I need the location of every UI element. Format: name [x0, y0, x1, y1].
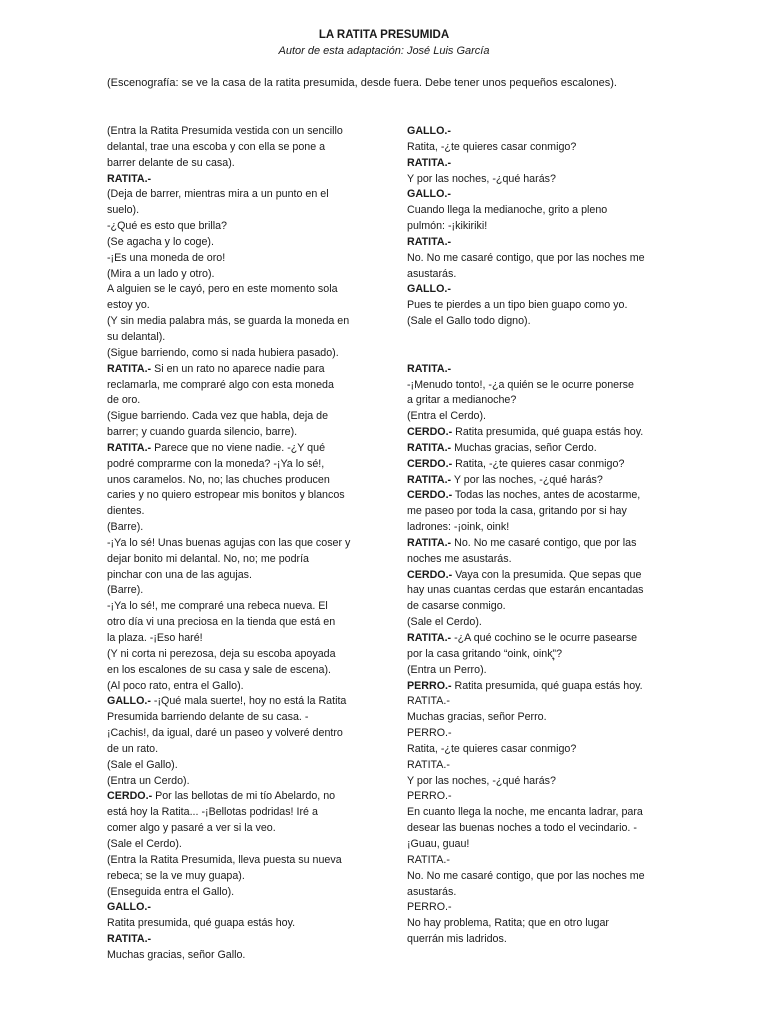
script-line	[107, 156, 369, 172]
line-text: RATITA.-	[407, 853, 450, 866]
line-text: -¿A qué cochino se le ocurre pasearse	[451, 632, 638, 644]
script-line	[107, 219, 369, 235]
line-text: Todas las noches, antes de acostarme,	[452, 489, 641, 502]
script-line	[107, 631, 369, 647]
script-line	[107, 710, 369, 726]
line-text: de un rato.	[107, 742, 159, 755]
line-text: (Barre).	[107, 521, 144, 534]
speaker-label: CERDO.-	[107, 790, 153, 803]
script-line	[107, 948, 369, 964]
line-text: Presumida barriendo delante de su casa. -	[107, 711, 309, 724]
line-text: querrán mis ladridos.	[407, 933, 507, 946]
script-line	[407, 710, 669, 726]
line-text: -¡Menudo tonto!, -¿a quién se le ocurre ponerse	[407, 378, 634, 391]
script-line	[107, 473, 369, 489]
script-line	[407, 663, 669, 679]
script-line	[107, 425, 369, 441]
speaker-label: RATITA.-	[407, 441, 452, 454]
line-text: asustarás.	[407, 885, 457, 898]
line-text: -¡Ya lo sé!, me compraré una rebeca nueva. El	[107, 600, 328, 613]
script-line	[407, 520, 669, 536]
script-line	[107, 758, 369, 774]
script-line	[107, 837, 369, 853]
line-text: Y por las noches, -¿qué harás?	[407, 172, 556, 185]
line-text: Parece que no viene nadie. -¿Y qué	[151, 441, 326, 454]
script-line	[407, 251, 669, 267]
script-line	[107, 187, 369, 203]
script-line	[407, 140, 669, 156]
script-line	[107, 774, 369, 790]
line-text: rebeca; se la ve muy guapa).	[107, 869, 245, 882]
script-column-right	[407, 124, 669, 948]
script-line	[407, 378, 669, 394]
script-line	[107, 235, 369, 251]
line-text: (Sale el Gallo).	[107, 758, 178, 771]
script-line	[407, 869, 669, 885]
line-text: A alguien se le cayó, pero en este momento sola	[107, 283, 338, 296]
script-line	[407, 457, 669, 473]
script-line	[407, 282, 669, 298]
line-text: comer algo y pasaré a ver si la veo.	[107, 822, 276, 835]
speaker-label: RATITA.-	[107, 933, 152, 946]
script-line	[107, 457, 369, 473]
scenography-note: (Escenografía: se ve la casa de la ratita presumida, desde fuera. Debe tener unos pequeños escalones).	[107, 77, 617, 89]
line-text: Vaya con la presumida. Que sepas que	[452, 568, 642, 581]
line-text: (Y ni corta ni perezosa, deja su escoba apoyada	[107, 647, 336, 660]
script-line	[107, 821, 369, 837]
line-text: dejar bonito mi delantal. No, no; me podría	[107, 552, 309, 565]
speaker-label: GALLO.-	[107, 695, 151, 708]
line-text: No. No me casaré contigo, que por las	[451, 536, 637, 549]
line-text: suelo).	[107, 204, 140, 217]
line-text: unos caramelos. No, no; las chuches producen	[107, 473, 330, 486]
script-line	[107, 330, 369, 346]
line-text: pulmón: -¡kikiriki!	[407, 220, 488, 233]
blank-line	[407, 330, 669, 346]
script-line	[407, 900, 669, 916]
speaker-label: RATITA.-	[107, 362, 152, 375]
line-text: (Sigue barriendo. Cada vez que habla, deja de	[107, 410, 329, 423]
speaker-label: CERDO.-	[407, 568, 453, 581]
line-text: Si en un rato no aparece nadie para	[151, 362, 325, 375]
line-text: (Entra la Ratita Presumida vestida con un sencillo	[107, 125, 343, 137]
speaker-label: RATITA.-	[107, 441, 152, 454]
line-text: otro día vi una preciosa en la tienda que está en	[107, 616, 336, 629]
line-text: Ratita, -¿te quieres casar conmigo?	[407, 140, 577, 153]
line-text: la plaza. -¡Eso haré!	[107, 632, 203, 644]
line-text: podré comprarme con la moneda? -¡Ya lo sé!,	[107, 457, 325, 470]
line-text: asustarás.	[407, 267, 457, 280]
script-line	[407, 536, 669, 552]
script-line	[407, 789, 669, 805]
line-text: caries y no quiero estropear mis bonitos y blancos	[107, 489, 345, 502]
line-text: pinchar con una de las agujas.	[107, 568, 252, 581]
line-text: (Se agacha y lo coge).	[107, 235, 214, 248]
line-text: RATITA.-	[407, 695, 450, 708]
script-line	[407, 235, 669, 251]
speaker-label: CERDO.-	[407, 489, 453, 502]
script-line	[407, 774, 669, 790]
script-line	[107, 346, 369, 362]
line-text: a gritar a medianoche?	[407, 394, 517, 407]
line-text: Ratita presumida, qué guapa estás hoy.	[107, 917, 296, 930]
line-text: Ratita, -¿te quieres casar conmigo?	[452, 457, 625, 470]
script-line	[407, 679, 669, 695]
line-text: -¡Qué mala suerte!, hoy no está la Ratita	[150, 695, 347, 708]
line-text: Pues te pierdes a un tipo bien guapo como yo.	[407, 299, 628, 312]
line-text: Ratita, -¿te quieres casar conmigo?	[407, 742, 577, 755]
line-text: de casarse conmigo.	[407, 600, 506, 613]
script-line	[107, 583, 369, 599]
speaker-label: RATITA.-	[107, 172, 152, 185]
script-line	[407, 504, 669, 520]
script-line	[107, 488, 369, 504]
script-line	[107, 124, 369, 140]
script-line	[107, 694, 369, 710]
script-line	[407, 853, 669, 869]
script-line	[407, 425, 669, 441]
line-text: (Y sin media palabra más, se guarda la moneda en	[107, 315, 350, 328]
script-line	[407, 156, 669, 172]
script-line	[407, 488, 669, 504]
line-text: -¡Ya lo sé! Unas buenas agujas con las que coser y	[107, 536, 351, 549]
script-line	[407, 552, 669, 568]
line-text: (Sale el Cerdo).	[107, 837, 182, 850]
speaker-label: RATITA.-	[407, 156, 452, 169]
script-line	[107, 853, 369, 869]
line-text: (Entra un Perro).	[407, 663, 487, 676]
line-text: en los escalones de su casa y sale de escena).	[107, 663, 331, 676]
line-text: Muchas gracias, señor Gallo.	[107, 948, 246, 961]
line-text: (Entra el Cerdo).	[407, 410, 486, 423]
line-text: ¡Cachis!, da igual, daré un paseo y volveré dentro	[107, 727, 343, 740]
script-line	[107, 409, 369, 425]
script-line	[107, 298, 369, 314]
line-text: No. No me casaré contigo, que por las noches me	[407, 251, 645, 264]
script-line	[107, 552, 369, 568]
script-line	[407, 568, 669, 584]
script-line	[107, 314, 369, 330]
script-line	[107, 520, 369, 536]
script-line	[107, 679, 369, 695]
speaker-label: RATITA.-	[407, 473, 452, 486]
line-text: -¿Qué es esto que brilla?	[107, 220, 227, 233]
line-text: está hoy la Ratita... -¡Bellotas podridas! Iré a	[107, 806, 318, 819]
line-text: Ratita presumida, qué guapa estás hoy.	[452, 426, 644, 439]
script-line	[407, 805, 669, 821]
script-line	[107, 599, 369, 615]
speaker-label: RATITA.-	[407, 235, 452, 248]
script-line	[107, 393, 369, 409]
line-text: (Sale el Gallo todo digno).	[407, 315, 531, 328]
script-line	[407, 694, 669, 710]
script-line	[407, 615, 669, 631]
line-text: (Sigue barriendo, como si nada hubiera pasado).	[107, 346, 339, 359]
script-line	[107, 172, 369, 188]
script-line	[107, 869, 369, 885]
line-text: Muchas gracias, señor Perro.	[407, 711, 547, 724]
line-text: No hay problema, Ratita; que en otro lugar	[407, 917, 609, 930]
script-line	[107, 663, 369, 679]
script-line	[107, 932, 369, 948]
line-text: (Entra la Ratita Presumida, lleva puesta su nueva	[107, 853, 342, 866]
script-line	[107, 251, 369, 267]
script-line	[407, 219, 669, 235]
speaker-label: GALLO.-	[407, 283, 451, 296]
script-line	[107, 568, 369, 584]
line-text: ¡Guau, guau!	[407, 837, 470, 850]
script-line	[407, 599, 669, 615]
script-line	[407, 473, 669, 489]
blank-line	[407, 346, 669, 362]
script-line	[407, 298, 669, 314]
script-line	[407, 314, 669, 330]
line-text: Cuando llega la medianoche, grito a pleno	[407, 204, 608, 217]
script-line	[407, 916, 669, 932]
script-line	[407, 758, 669, 774]
script-line	[407, 267, 669, 283]
script-line	[107, 362, 369, 378]
script-line	[107, 140, 369, 156]
script-line	[107, 203, 369, 219]
line-text: PERRO.-	[407, 901, 452, 914]
line-text: No. No me casaré contigo, que por las noches me	[407, 869, 645, 882]
line-text: RATITA.-	[407, 758, 450, 771]
script-line	[407, 172, 669, 188]
script-line	[107, 267, 369, 283]
line-text: Ratita presumida, qué guapa estás hoy.	[451, 679, 643, 692]
script-line	[407, 441, 669, 457]
line-text: delantal, trae una escoba y con ella se pone a	[107, 140, 326, 153]
script-line	[407, 409, 669, 425]
script-line	[407, 837, 669, 853]
line-text: noches me asustarás.	[407, 552, 512, 565]
script-line	[107, 789, 369, 805]
line-text: (Enseguida entra el Gallo).	[107, 885, 235, 898]
script-line	[107, 282, 369, 298]
line-text: PERRO.-	[407, 790, 452, 803]
speaker-label: RATITA.-	[407, 536, 452, 549]
speaker-label: GALLO.-	[407, 188, 451, 201]
script-line	[407, 187, 669, 203]
line-text: Y por las noches, -¿qué harás?	[451, 473, 603, 486]
script-column-left	[107, 124, 369, 964]
line-text: su delantal).	[107, 330, 166, 343]
line-text: por la casa gritando “oink, oink”ຸ?	[407, 647, 563, 660]
script-line	[107, 615, 369, 631]
script-line	[107, 504, 369, 520]
script-line	[107, 726, 369, 742]
line-text: (Entra un Cerdo).	[107, 774, 190, 787]
line-text: (Sale el Cerdo).	[407, 616, 482, 629]
speaker-label: RATITA.-	[407, 362, 452, 375]
speaker-label: GALLO.-	[407, 125, 451, 137]
line-text: Por las bellotas de mi tío Abelardo, no	[152, 790, 336, 803]
script-line	[107, 916, 369, 932]
line-text: barrer; y cuando guarda silencio, barre).	[107, 426, 298, 439]
line-text: (Barre).	[107, 584, 144, 597]
line-text: reclamarla, me compraré algo con esta moneda	[107, 378, 334, 391]
line-text: desear las buenas noches a todo el vecindario. -	[407, 822, 637, 835]
script-line	[107, 900, 369, 916]
script-line	[107, 378, 369, 394]
script-line	[107, 885, 369, 901]
script-line	[407, 742, 669, 758]
speaker-label: GALLO.-	[107, 901, 151, 914]
script-line	[107, 536, 369, 552]
speaker-label: CERDO.-	[407, 426, 453, 439]
line-text: ladrones: -¡oink, oink!	[407, 521, 510, 534]
script-line	[407, 647, 669, 663]
speaker-label: CERDO.-	[407, 457, 453, 470]
speaker-label: PERRO.-	[407, 679, 452, 692]
line-text: dientes.	[107, 505, 145, 518]
line-text: -¡Es una moneda de oro!	[107, 251, 226, 264]
line-text: (Al poco rato, entra el Gallo).	[107, 679, 244, 692]
line-text: me paseo por toda la casa, gritando por si hay	[407, 505, 627, 518]
line-text: (Mira a un lado y otro).	[107, 267, 215, 280]
script-line	[407, 124, 669, 140]
script-line	[407, 932, 669, 948]
line-text: En cuanto llega la noche, me encanta ladrar, para	[407, 806, 643, 819]
line-text: Muchas gracias, señor Cerdo.	[451, 441, 597, 454]
document-subtitle: Autor de esta adaptación: José Luis García	[278, 45, 490, 57]
line-text: de oro.	[107, 394, 141, 407]
line-text: PERRO.-	[407, 727, 452, 740]
script-line	[107, 805, 369, 821]
script-line	[407, 821, 669, 837]
script-line	[407, 631, 669, 647]
script-line	[407, 393, 669, 409]
document-title: LA RATITA PRESUMIDA	[318, 29, 450, 41]
script-line	[407, 362, 669, 378]
script-line	[107, 441, 369, 457]
line-text: (Deja de barrer, mientras mira a un punto en el	[107, 188, 329, 201]
script-line	[407, 885, 669, 901]
script-line	[407, 203, 669, 219]
line-text: barrer delante de su casa).	[107, 156, 235, 169]
line-text: estoy yo.	[107, 299, 150, 312]
line-text: hay unas cuantas cerdas que estarán encantadas	[407, 584, 644, 597]
script-line	[107, 742, 369, 758]
speaker-label: RATITA.-	[407, 632, 452, 644]
script-line	[107, 647, 369, 663]
line-text: Y por las noches, -¿qué harás?	[407, 774, 556, 787]
script-line	[407, 726, 669, 742]
script-line	[407, 583, 669, 599]
